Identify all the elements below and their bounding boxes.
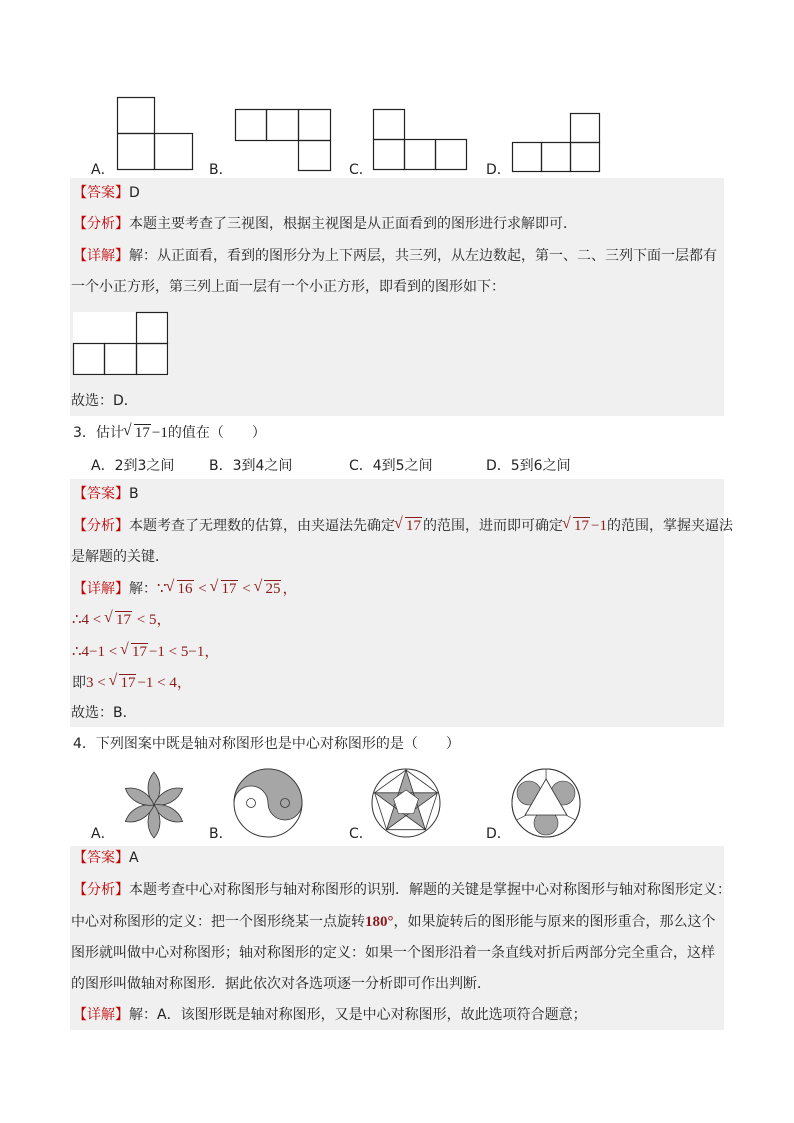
detail-tag: 【详解】: [73, 581, 129, 597]
radicand: 17: [116, 612, 132, 628]
radicand: 25: [265, 581, 281, 597]
q2-option-c-figure: [373, 109, 473, 174]
q4-option-d-triangle-figure: [510, 767, 582, 839]
q3-stem: [73, 421, 266, 445]
q2-answer-line: [73, 181, 140, 205]
analysis-text: 的范围，掌握夹逼法: [606, 518, 733, 534]
math-text: −1 < 5−1，: [148, 644, 220, 660]
analysis-text: 本题考查了无理数的估算，由夹逼法先确定: [129, 518, 395, 534]
question-number: 3．估计: [73, 425, 124, 441]
q2-option-b[interactable]: B．: [209, 162, 233, 178]
q3-expression: [124, 425, 168, 441]
radicand: 17: [131, 644, 147, 660]
q3-detail-step-1: [73, 577, 298, 601]
q3-detail-step-2: [72, 608, 171, 632]
analysis-tag: 【分析】: [73, 882, 129, 898]
math-text: 4 <: [81, 612, 106, 628]
q3-detail-step-4: [72, 671, 192, 695]
q3-detail-step-3: [72, 640, 219, 664]
q4-option-c[interactable]: C．: [349, 826, 373, 842]
answer-value: A: [129, 850, 139, 866]
q3-option-b[interactable]: B．3到4之间: [209, 458, 293, 474]
math-text: < 5，: [133, 612, 172, 628]
q4-analysis-line-4: [71, 972, 491, 996]
radicand: 17: [221, 581, 237, 597]
q3-option-c[interactable]: C．4到5之间: [349, 458, 433, 474]
q4-analysis-line-3: [71, 941, 715, 965]
analysis-text: 图形就叫做中心对称图形；轴对称图形的定义：如果一个图形沿着一条直线对折后两部分完全重合，这样: [71, 945, 715, 961]
angle-value: 180°: [365, 914, 394, 930]
q2-detail-line-1: [73, 244, 717, 268]
q4-detail-line-1: [73, 1003, 587, 1027]
q2-detail-line-2: [71, 275, 505, 299]
question-stem: 4．下列图案中既是轴对称图形也是中心对称图形的是（ ）: [73, 736, 460, 752]
conclusion-text: 故选：B．: [71, 705, 137, 721]
answer-tag: 【答案】: [73, 850, 129, 866]
detail-tag: 【详解】: [73, 1007, 129, 1023]
therefore-symbol: ∴: [72, 644, 82, 660]
q2-option-d-figure: [512, 113, 607, 175]
analysis-tag: 【分析】: [73, 216, 129, 232]
q2-option-a-figure: [117, 97, 197, 172]
conclusion-text: 故选：D．: [71, 393, 138, 409]
q3-analysis-line-2: [71, 545, 169, 569]
answer-tag: 【答案】: [73, 185, 129, 201]
q4-analysis-line-2: [71, 910, 716, 934]
q2-option-d[interactable]: D．: [486, 162, 511, 178]
because-symbol: ∵: [157, 581, 167, 597]
analysis-tag: 【分析】: [73, 518, 129, 534]
analysis-text: 本题考查中心对称图形与轴对称图形的识别．解题的关键是掌握中心对称图形与轴对称图形定义：: [129, 882, 731, 898]
q4-option-d[interactable]: D．: [486, 826, 511, 842]
q3-option-a[interactable]: A．2到3之间: [91, 458, 175, 474]
detail-text: 解：A．该图形既是轴对称图形，又是中心对称图形，故此选项符合题意；: [129, 1007, 587, 1023]
answer-tag: 【答案】: [73, 486, 129, 502]
q4-option-a[interactable]: A．: [91, 826, 115, 842]
detail-text: 一个小正方形，第三列上面一层有一个小正方形，即看到的图形如下：: [71, 279, 505, 295]
analysis-text: 的图形叫做轴对称图形．据此依次对各选项逐一分析即可作出判断．: [71, 976, 491, 992]
analysis-text: 中心对称图形的定义：把一个图形绕某一点旋转: [71, 914, 365, 930]
analysis-text: ，如果旋转后的图形能与原来的图形重合，那么这个: [393, 914, 716, 930]
stem-tail: 的值在（ ）: [167, 425, 266, 441]
q4-option-a-flower-figure: [114, 770, 194, 840]
math-text: 3 <: [86, 675, 110, 691]
therefore-symbol: ∴: [72, 612, 82, 628]
math-expression: [86, 675, 192, 691]
q2-option-b-figure: [235, 109, 335, 174]
q4-analysis-line-1: [73, 878, 731, 902]
radicand: 17: [406, 518, 421, 534]
q4-answer-line: [73, 846, 139, 870]
radicand: 17: [574, 518, 589, 534]
comma: ，: [282, 581, 298, 597]
q3-answer-line: [73, 482, 139, 506]
lt-symbol: <: [194, 581, 211, 597]
q4-option-c-star-figure: [370, 767, 442, 839]
lt-symbol: <: [238, 581, 255, 597]
q4-stem: [73, 732, 460, 756]
q3-option-d[interactable]: D．5到6之间: [486, 458, 571, 474]
q3-conclusion: [71, 701, 137, 725]
detail-tag: 【详解】: [73, 248, 129, 264]
q2-conclusion: [71, 389, 138, 413]
q3-analysis-line-1: [73, 514, 733, 538]
detail-text: 解：: [129, 581, 157, 597]
expr-tail: −1: [151, 425, 168, 441]
q4-option-b[interactable]: B．: [209, 826, 233, 842]
analysis-text: 本题主要考查了三视图，根据主视图是从正面看到的图形进行求解即可．: [129, 216, 577, 232]
analysis-text: 的范围，进而即可确定: [423, 518, 563, 534]
detail-text: 即: [72, 675, 86, 691]
expr-tail: −1: [591, 518, 607, 534]
radicand: 17: [120, 675, 136, 691]
answer-value: B: [129, 486, 139, 502]
radicand: 17: [134, 425, 150, 441]
math-expression: [157, 581, 298, 597]
q2-option-a[interactable]: A．: [91, 162, 115, 178]
analysis-text: 是解题的关键．: [71, 549, 169, 565]
q2-front-view-figure: [73, 312, 169, 376]
radicand: 16: [177, 581, 193, 597]
answer-value: D: [129, 185, 140, 201]
q4-option-b-yinyang-figure: [232, 767, 304, 839]
math-text: 4−1 <: [81, 644, 121, 660]
q2-analysis-line: [73, 212, 577, 236]
detail-text: 解：从正面看，看到的图形分为上下两层，共三列，从左边数起，第一、二、三列下面一层都有: [129, 248, 717, 264]
q2-option-c[interactable]: C．: [349, 162, 373, 178]
math-text: −1 < 4，: [137, 675, 192, 691]
